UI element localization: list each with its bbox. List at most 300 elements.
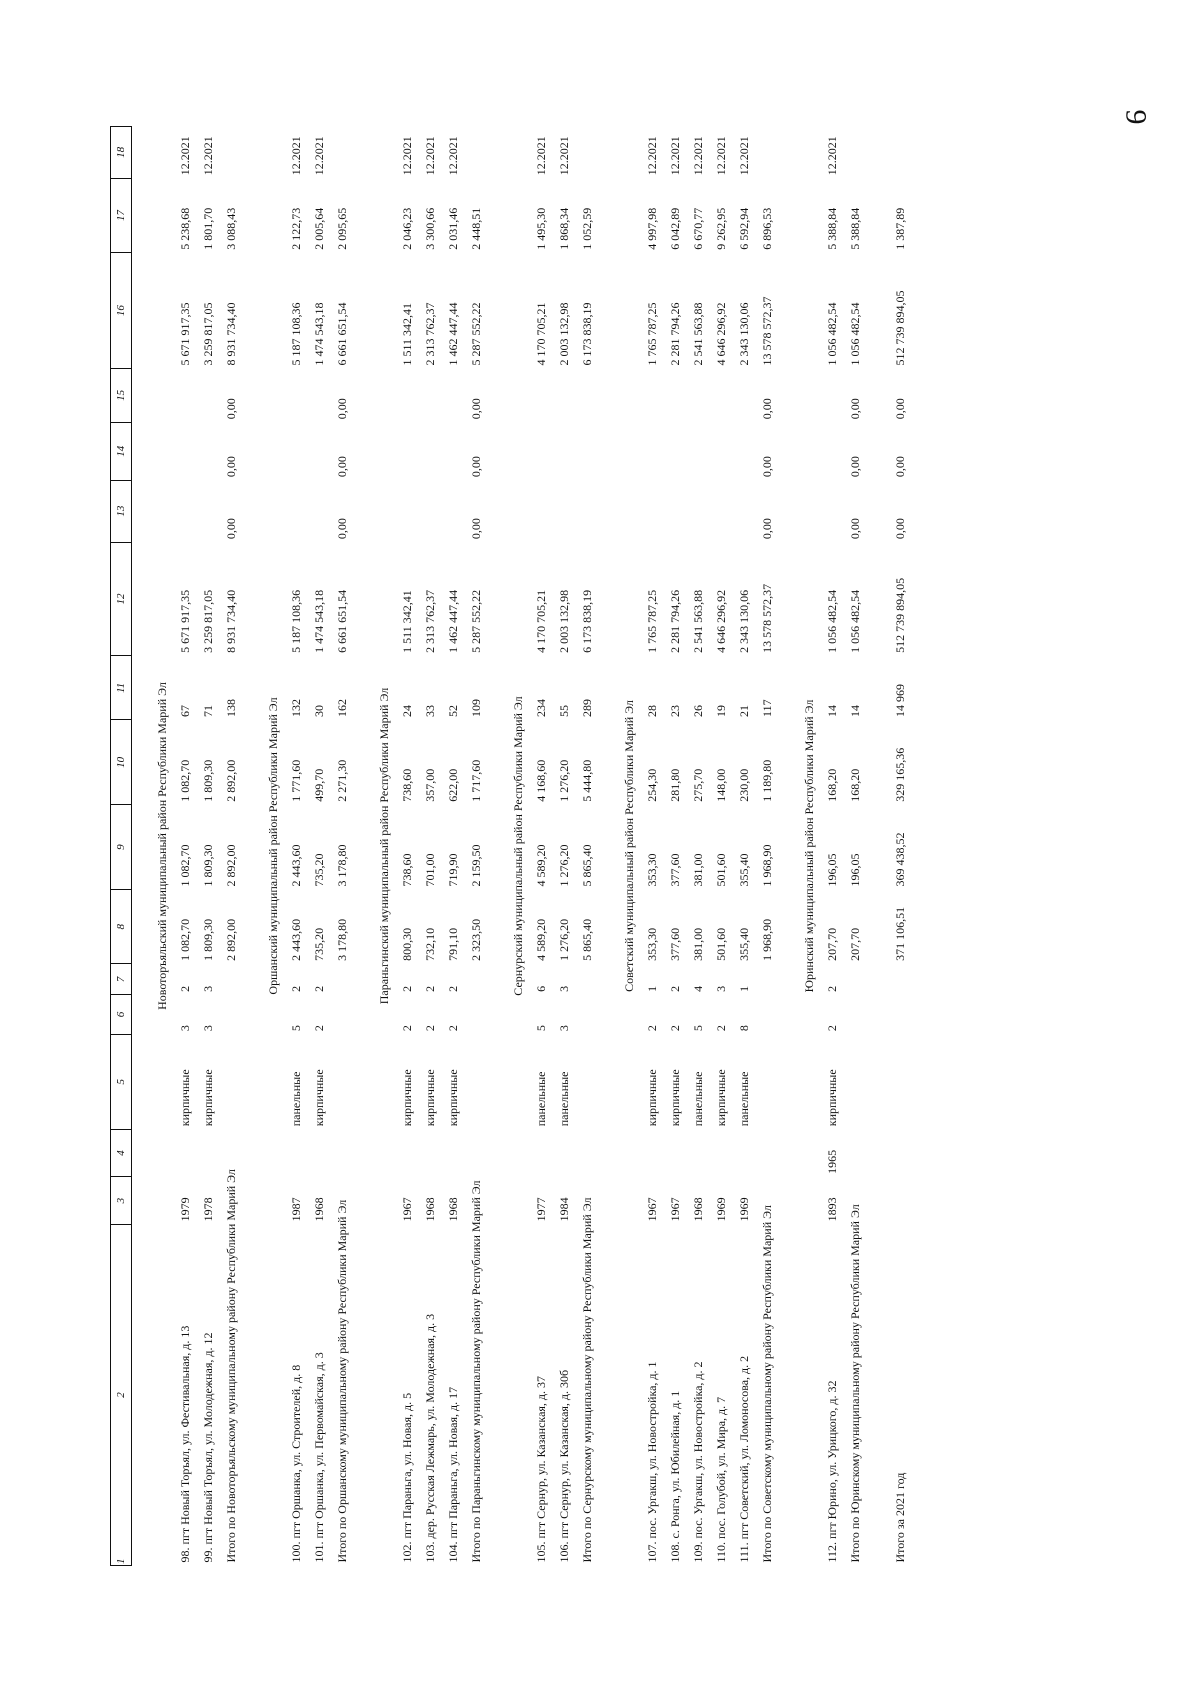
- cell-c10: 1 189,80: [760, 759, 774, 802]
- cell-c13: [687, 480, 710, 542]
- cell-c3: 1893: [825, 1197, 839, 1222]
- cell-c17: 1 052,59: [580, 207, 594, 250]
- cell-c6: 3: [557, 1025, 571, 1032]
- cell-c11: 289: [580, 698, 594, 717]
- cell-c10: 148,00: [714, 768, 728, 802]
- cell-c4: [687, 1129, 710, 1177]
- cell-c12: 8 931 734,40: [224, 589, 238, 653]
- cell-c13: [664, 480, 687, 542]
- cell-c10: 1 082,70: [178, 759, 192, 802]
- cell-c17: 1 495,30: [534, 207, 548, 250]
- cell-c18: 12.2021: [825, 136, 839, 176]
- cell-c11: 14: [825, 704, 839, 717]
- cell-c11: 26: [691, 704, 705, 717]
- cell-c17: 5 388,84: [848, 207, 862, 250]
- cell-c15: [530, 369, 553, 423]
- cell-c18: 12.2021: [312, 136, 326, 176]
- cell-c17: 2 122,73: [289, 207, 303, 250]
- cell-c14: [419, 422, 442, 480]
- cell-c16: 5 671 917,35: [178, 302, 192, 366]
- cell-c15: [285, 369, 308, 423]
- cell-c2: Итого по Новоторъяльскому муниципальному району Республики Марий Эл: [224, 1169, 238, 1563]
- cell-c3: 1969: [714, 1197, 728, 1222]
- cell-c17: 1 801,70: [201, 207, 215, 250]
- cell-c15: [553, 369, 576, 423]
- cell-c13: [174, 480, 197, 542]
- cell-c5: [220, 1034, 243, 1129]
- cell-c16: 1 056 482,54: [825, 302, 839, 366]
- cell-c7: 2: [668, 985, 682, 992]
- cell-c10: 4 168,60: [534, 759, 548, 802]
- cell-c12: 5 671 917,35: [178, 589, 192, 653]
- cell-c12: 2 003 132,98: [557, 589, 571, 653]
- cell-c7: 2: [312, 985, 326, 992]
- cell-c15: [396, 369, 419, 423]
- table-row: [419, 127, 442, 1566]
- cell-c10: 1 771,60: [289, 759, 303, 802]
- cell-c12: 2 281 794,26: [668, 589, 682, 653]
- cell-c7: 1: [645, 985, 659, 992]
- cell-c10: 499,70: [312, 768, 326, 802]
- cell-c9: 719,90: [446, 853, 460, 887]
- cell-c9: 5 865,40: [580, 844, 594, 887]
- cell-c6: 2: [400, 1025, 414, 1032]
- cell-c9: 501,60: [714, 853, 728, 887]
- cell-c18: 12.2021: [557, 136, 571, 176]
- cell-c15: 0,00: [848, 398, 862, 420]
- cell-c5: кирпичные: [312, 1069, 326, 1127]
- column-number-6: 6: [111, 995, 132, 1034]
- cell-c13: [641, 480, 664, 542]
- cell-c2: 110. пос. Голубой, ул. Мира, д. 7: [714, 1396, 728, 1563]
- cell-c3: 1977: [534, 1197, 548, 1222]
- cell-c14: 0,00: [893, 456, 907, 478]
- cell-c16: 1 056 482,54: [848, 302, 862, 366]
- cell-c16: 2 343 130,06: [737, 302, 751, 366]
- cell-c6: 3: [178, 1025, 192, 1032]
- cell-c12: 1 474 543,18: [312, 589, 326, 653]
- cell-c11: 30: [312, 704, 326, 717]
- cell-c11: 28: [645, 704, 659, 717]
- cell-c6: 2: [714, 1025, 728, 1032]
- cell-c4: 1965: [825, 1149, 839, 1174]
- cell-c17: 2 031,46: [446, 207, 460, 250]
- cell-c12: 13 578 572,37: [760, 583, 774, 653]
- cell-c4: [576, 1129, 599, 1177]
- cell-c11: 67: [178, 704, 192, 717]
- cell-c11: 21: [737, 704, 751, 717]
- cell-c16: 6 661 651,54: [335, 302, 349, 366]
- cell-c16: 3 259 817,05: [201, 302, 215, 366]
- cell-c8: 501,60: [714, 927, 728, 961]
- cell-c3: 1968: [691, 1197, 705, 1222]
- cell-c9: 196,05: [848, 853, 862, 887]
- cell-c14: [664, 422, 687, 480]
- cell-c18: [331, 127, 354, 179]
- cell-c8: 207,70: [825, 927, 839, 961]
- cell-c13: [821, 480, 844, 542]
- cell-c15: 0,00: [469, 398, 483, 420]
- cell-c14: [396, 422, 419, 480]
- cell-c3: 1969: [737, 1197, 751, 1222]
- cell-c13: 0,00: [848, 518, 862, 540]
- cell-c3: 1978: [201, 1197, 215, 1222]
- cell-c8: 732,10: [423, 927, 437, 961]
- column-number-16: 16: [111, 253, 132, 369]
- cell-c10: 738,60: [400, 768, 414, 802]
- cell-c4: [641, 1129, 664, 1177]
- cell-c2: 111. пгт Советский, ул. Ломоносова, д. 2: [737, 1355, 751, 1563]
- cell-c9: 1 276,20: [557, 844, 571, 887]
- table-row: [308, 127, 331, 1566]
- cell-c8: 2 892,00: [224, 918, 238, 961]
- cell-c12: 5 287 552,22: [469, 589, 483, 653]
- cell-c9: 4 589,20: [534, 844, 548, 887]
- cell-c14: 0,00: [760, 456, 774, 478]
- cell-c7: 2: [289, 985, 303, 992]
- cell-c10: 2 892,00: [224, 759, 238, 802]
- cell-c14: [733, 422, 756, 480]
- cell-c5: кирпичные: [178, 1069, 192, 1127]
- cell-c4: [465, 1129, 488, 1177]
- cell-c2: Итого за 2021 год: [893, 1472, 907, 1563]
- table-row: [710, 127, 733, 1566]
- column-number-7: 7: [111, 964, 132, 995]
- cell-c11: 71: [201, 704, 215, 717]
- cell-c16: 5 187 108,36: [289, 302, 303, 366]
- cell-c14: [553, 422, 576, 480]
- cell-c16: 1 511 342,41: [400, 302, 414, 366]
- cell-c11: 14 969: [893, 683, 907, 717]
- cell-c4: [174, 1129, 197, 1177]
- grand-total-row: [889, 127, 912, 1566]
- cell-c2: 107. пос. Ургакш, ул. Новостройка, д. 1: [645, 1361, 659, 1563]
- cell-c17: 2 448,51: [469, 207, 483, 250]
- cell-c7: 3: [201, 985, 215, 992]
- cell-c11: 19: [714, 704, 728, 717]
- column-number-12: 12: [111, 542, 132, 656]
- cell-c6: [465, 995, 488, 1034]
- cell-c14: 0,00: [335, 456, 349, 478]
- cell-c2: 109. пос. Ургакш, ул. Новостройка, д. 2: [691, 1361, 705, 1563]
- cell-c13: 0,00: [760, 518, 774, 540]
- cell-c13: [710, 480, 733, 542]
- cell-c12: 1 462 447,44: [446, 589, 460, 653]
- cell-c12: 2 313 762,37: [423, 589, 437, 653]
- table-row: [641, 127, 664, 1566]
- cell-c9: 3 178,80: [335, 844, 349, 887]
- cell-c4: [889, 1129, 912, 1177]
- cell-c4: [442, 1129, 465, 1177]
- column-number-4: 4: [111, 1129, 132, 1177]
- cell-c9: 2 159,50: [469, 844, 483, 887]
- cell-c6: [576, 995, 599, 1034]
- cell-c16: 2 281 794,26: [668, 302, 682, 366]
- cell-c5: кирпичные: [714, 1069, 728, 1127]
- cell-c15: [419, 369, 442, 423]
- cell-c2: 108. с. Ронга, ул. Юбилейная, д. 1: [668, 1390, 682, 1563]
- district-section-heading: [354, 127, 396, 1566]
- cell-c9: 2 892,00: [224, 844, 238, 887]
- cell-c12: 4 170 705,21: [534, 589, 548, 653]
- cell-c4: [331, 1129, 354, 1177]
- cell-c17: 1 868,34: [557, 207, 571, 250]
- cell-c2: Итого по Советскому муниципальному району Республики Марий Эл: [760, 1205, 774, 1563]
- cell-c10: 1 276,20: [557, 759, 571, 802]
- cell-c15: [641, 369, 664, 423]
- cell-c9: 353,30: [645, 853, 659, 887]
- cell-c4: [308, 1129, 331, 1177]
- cell-c6: 2: [668, 1025, 682, 1032]
- cell-c13: 0,00: [469, 518, 483, 540]
- cell-c5: кирпичные: [668, 1069, 682, 1127]
- cell-c9: 735,20: [312, 853, 326, 887]
- column-number-11: 11: [111, 656, 132, 720]
- cell-c8: 1 082,70: [178, 918, 192, 961]
- column-number-13: 13: [111, 480, 132, 542]
- cell-c9: 1 968,90: [760, 844, 774, 887]
- cell-c5: панельные: [557, 1071, 571, 1127]
- cell-c12: 1 056 482,54: [848, 589, 862, 653]
- column-number-9: 9: [111, 805, 132, 890]
- cell-c9: 701,00: [423, 853, 437, 887]
- cell-c5: [576, 1034, 599, 1129]
- cell-c4: [553, 1129, 576, 1177]
- cell-c3: [889, 1177, 912, 1225]
- cell-c16: 2 003 132,98: [557, 302, 571, 366]
- cell-c12: 5 187 108,36: [289, 589, 303, 653]
- cell-c14: 0,00: [224, 456, 238, 478]
- cell-c17: 2 095,65: [335, 207, 349, 250]
- cell-c2: Итого по Юринскому муниципальному району Республики Марий Эл: [848, 1204, 862, 1563]
- cell-c7: 2: [825, 985, 839, 992]
- cell-c11: 33: [423, 704, 437, 717]
- cell-c13: [197, 480, 220, 542]
- district-section-heading: [488, 127, 530, 1566]
- cell-c16: 5 287 552,22: [469, 302, 483, 366]
- cell-c17: 3 300,66: [423, 207, 437, 250]
- cell-c2: Итого по Параньгинскому муниципальному району Республики Марий Эл: [469, 1180, 483, 1563]
- cell-c15: [710, 369, 733, 423]
- cell-c2: 99. пгт Новый Торъял, ул. Молодежная, д. 12: [201, 1332, 215, 1563]
- cell-c10: 357,00: [423, 768, 437, 802]
- cell-c4: [664, 1129, 687, 1177]
- cell-c14: [308, 422, 331, 480]
- cell-c2: 112. пгт Юрино, ул. Урицкого, д. 32: [825, 1380, 839, 1563]
- total-row: [220, 127, 243, 1566]
- cell-c13: [442, 480, 465, 542]
- cell-c11: 234: [534, 698, 548, 717]
- cell-c12: 6 661 651,54: [335, 589, 349, 653]
- cell-c18: [220, 127, 243, 179]
- cell-c8: 353,30: [645, 927, 659, 961]
- cell-c17: 6 042,89: [668, 207, 682, 250]
- cell-c7: [756, 964, 779, 995]
- cell-c17: 4 997,98: [645, 207, 659, 250]
- cell-c16: 2 313 762,37: [423, 302, 437, 366]
- cell-c17: 5 388,84: [825, 207, 839, 250]
- cell-c18: [889, 127, 912, 179]
- cell-c4: [756, 1129, 779, 1177]
- cell-c10: 622,00: [446, 768, 460, 802]
- cell-c9: 381,00: [691, 853, 705, 887]
- table-body: [132, 127, 913, 1566]
- total-row: [331, 127, 354, 1566]
- cell-c2: Итого по Оршанскому муниципальному району Республики Марий Эл: [335, 1199, 349, 1563]
- cell-c7: 2: [400, 985, 414, 992]
- cell-c17: 6 592,94: [737, 207, 751, 250]
- cell-c12: 1 765 787,25: [645, 589, 659, 653]
- cell-c11: 162: [335, 698, 349, 717]
- cell-c13: 0,00: [893, 518, 907, 540]
- cell-c10: 2 271,30: [335, 759, 349, 802]
- cell-c14: [530, 422, 553, 480]
- cell-c10: 275,70: [691, 768, 705, 802]
- cell-c15: [687, 369, 710, 423]
- cell-c11: 52: [446, 704, 460, 717]
- cell-c3: 1967: [400, 1197, 414, 1222]
- cell-c11: 55: [557, 704, 571, 717]
- cell-c4: [530, 1129, 553, 1177]
- table-row: [687, 127, 710, 1566]
- table-row: [396, 127, 419, 1566]
- cell-c15: [576, 369, 599, 423]
- cell-c13: 0,00: [224, 518, 238, 540]
- cell-c7: 4: [691, 985, 705, 992]
- cell-c2: 104. пгт Параньга, ул. Новая, д. 17: [446, 1386, 460, 1563]
- cell-c17: 5 238,68: [178, 207, 192, 250]
- district-name: Параньгинский муниципальный район Республики Марий Эл: [377, 687, 391, 1005]
- cell-c3: 1979: [178, 1197, 192, 1222]
- district-section-heading: [779, 127, 821, 1566]
- cell-c9: 377,60: [668, 853, 682, 887]
- cell-c6: 8: [737, 1025, 751, 1032]
- cell-c8: 371 106,51: [893, 906, 907, 961]
- cell-c8: 3 178,80: [335, 918, 349, 961]
- cell-c14: [641, 422, 664, 480]
- cell-c10: 281,80: [668, 768, 682, 802]
- spacer-row: [867, 127, 889, 1566]
- cell-c16: 1 474 543,18: [312, 302, 326, 366]
- total-row: [844, 127, 867, 1566]
- cell-c13: [396, 480, 419, 542]
- cell-c17: 2 046,23: [400, 207, 414, 250]
- cell-c12: 1 056 482,54: [825, 589, 839, 653]
- cell-c17: 9 262,95: [714, 207, 728, 250]
- cell-c5: панельные: [737, 1071, 751, 1127]
- district-section-heading: [132, 127, 175, 1566]
- cell-c15: [664, 369, 687, 423]
- cell-c6: 5: [289, 1025, 303, 1032]
- table-row: [553, 127, 576, 1566]
- district-name: Советский муниципальный район Республики Марий Эл: [622, 700, 636, 992]
- cell-c10: 5 444,80: [580, 759, 594, 802]
- cell-c6: 2: [825, 1025, 839, 1032]
- cell-c18: [465, 127, 488, 179]
- column-number-18: 18: [111, 127, 132, 179]
- cell-c15: [308, 369, 331, 423]
- cell-c8: 800,30: [400, 927, 414, 961]
- cell-c10: 168,20: [848, 768, 862, 802]
- cell-c5: кирпичные: [201, 1069, 215, 1127]
- cell-c17: 6 670,77: [691, 207, 705, 250]
- cell-c14: 0,00: [848, 456, 862, 478]
- cell-c12: 2 343 130,06: [737, 589, 751, 653]
- cell-c16: 4 170 705,21: [534, 302, 548, 366]
- cell-c10: 329 165,36: [893, 747, 907, 802]
- table-row: [821, 127, 844, 1566]
- cell-c8: 1 809,30: [201, 918, 215, 961]
- cell-c8: 1 968,90: [760, 918, 774, 961]
- table-row: [664, 127, 687, 1566]
- cell-c18: 12.2021: [534, 136, 548, 176]
- cell-c14: 0,00: [469, 456, 483, 478]
- cell-c6: 5: [691, 1025, 705, 1032]
- cell-c5: [331, 1034, 354, 1129]
- cell-c4: [733, 1129, 756, 1177]
- cell-c16: 1 765 787,25: [645, 302, 659, 366]
- cell-c3: 1984: [557, 1197, 571, 1222]
- cell-c7: 2: [423, 985, 437, 992]
- column-number-3: 3: [111, 1177, 132, 1225]
- cell-c14: [197, 422, 220, 480]
- cell-c11: 109: [469, 698, 483, 717]
- cell-c3: 1968: [423, 1197, 437, 1222]
- cell-c13: [576, 480, 599, 542]
- cell-c17: 3 088,43: [224, 207, 238, 250]
- cell-c13: [285, 480, 308, 542]
- cell-c16: 13 578 572,37: [760, 296, 774, 366]
- cell-c17: 2 005,64: [312, 207, 326, 250]
- cell-c5: [889, 1034, 912, 1129]
- cell-c2: 103. дер. Русская Лежмарь, ул. Молодежная, д. 3: [423, 1313, 437, 1563]
- cell-c8: 207,70: [848, 927, 862, 961]
- table-row: [530, 127, 553, 1566]
- cell-c4: [285, 1129, 308, 1177]
- cell-c13: [530, 480, 553, 542]
- cell-c10: 254,30: [645, 768, 659, 802]
- cell-c14: [821, 422, 844, 480]
- cell-c13: [553, 480, 576, 542]
- cell-c9: 369 438,52: [893, 832, 907, 887]
- housing-repair-table: [110, 126, 912, 1566]
- cell-c16: 2 541 563,88: [691, 302, 705, 366]
- cell-c11: 138: [224, 698, 238, 717]
- cell-c16: 6 173 838,19: [580, 302, 594, 366]
- cell-c10: 168,20: [825, 768, 839, 802]
- cell-c6: [889, 995, 912, 1034]
- cell-c12: 2 541 563,88: [691, 589, 705, 653]
- cell-c12: 3 259 817,05: [201, 589, 215, 653]
- cell-c5: панельные: [691, 1071, 705, 1127]
- cell-c6: [844, 995, 867, 1034]
- cell-c14: [710, 422, 733, 480]
- cell-c7: 2: [178, 985, 192, 992]
- cell-c17: 6 896,53: [760, 207, 774, 250]
- cell-c3: 1967: [645, 1197, 659, 1222]
- cell-c18: 12.2021: [714, 136, 728, 176]
- district-name: Оршанский муниципальный район Республики Марий Эл: [266, 697, 280, 995]
- cell-c15: [733, 369, 756, 423]
- cell-c8: 791,10: [446, 927, 460, 961]
- table-row: [285, 127, 308, 1566]
- cell-c14: [687, 422, 710, 480]
- cell-c5: [844, 1034, 867, 1129]
- cell-c10: 230,00: [737, 768, 751, 802]
- cell-c9: 1 809,30: [201, 844, 215, 887]
- cell-c5: [465, 1034, 488, 1129]
- cell-c2: 100. пгт Оршанка, ул. Строителей, д. 8: [289, 1364, 303, 1563]
